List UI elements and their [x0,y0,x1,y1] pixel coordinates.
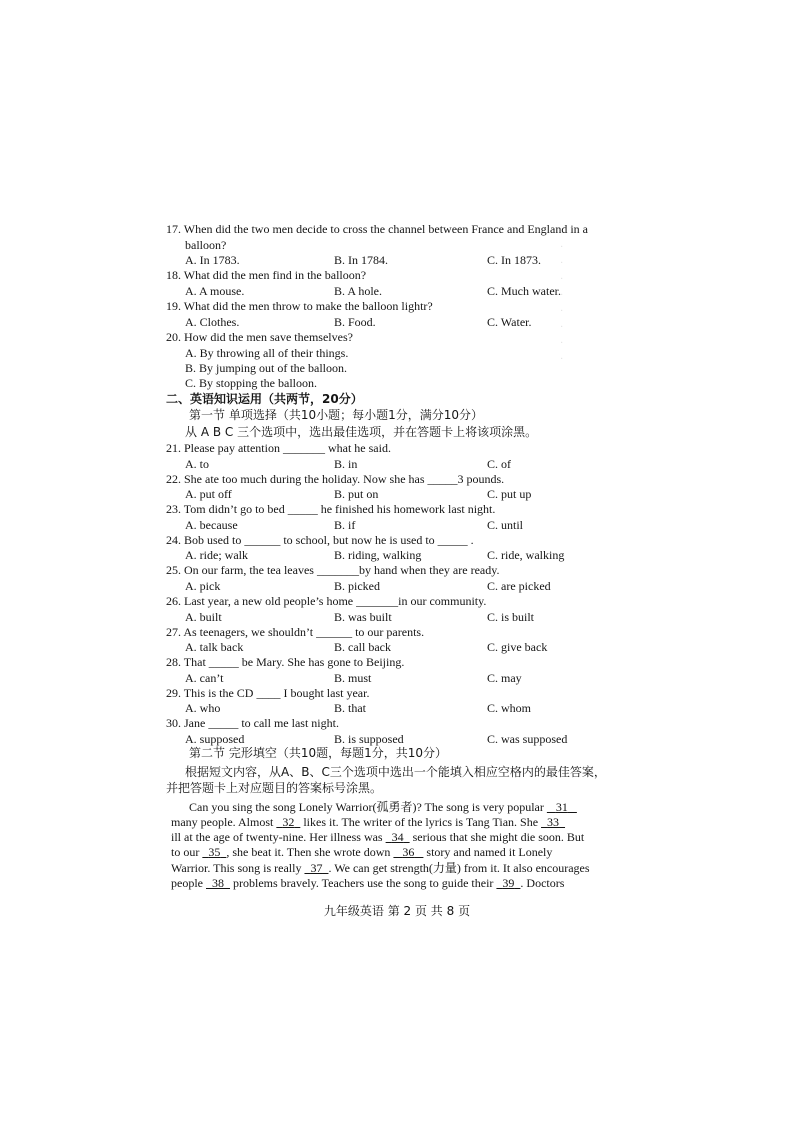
question-number: 21. [166,441,181,455]
cloze-line-2: many people. Almost 32 likes it. The writer of the lyrics is Tang Tian. She 33 [171,815,560,829]
question-19: 19. What did the men throw to make the balloon lightr? [166,299,433,313]
blank-33: 33 [547,815,560,829]
q27-option-a: A. talk back [185,640,244,655]
q21-option-c: C. of [487,456,511,471]
q27-option-b: B. call back [334,640,391,655]
q20-option-b: B. By jumping out of the balloon. [185,361,347,375]
blank-32: 32 [282,815,295,829]
q17-option-a: A. In 1783. [185,253,240,267]
question-stem: Last year, a new old people’s home _______in our community. [184,594,487,608]
q22-option-b: B. put on [334,487,379,502]
question-stem: She ate too much during the holiday. Now she has _____3 pounds. [184,471,505,486]
cloze-line-3: ill at the age of twenty-nine. Her illness was 34 serious that she might die soon. But [171,830,585,844]
q22-option-a: A. put off [185,487,232,502]
question-24 [166,533,474,548]
q17-option-b: B. In 1784. [334,253,388,267]
q28-option-b: B. must [334,670,372,685]
question-stem: On our farm, the tea leaves _______by hand when they are ready. [184,563,500,578]
q24-option-c: C. ride, walking [487,548,565,563]
q23-option-a: A. because [185,517,238,532]
q22-option-c: C. put up [487,487,532,502]
question-26 [166,594,486,609]
q20-option-a: A. By throwing all of their things. [185,346,349,360]
show-through-text: · · · · · · · · [560,242,564,365]
question-number: 27. [166,624,181,639]
blank-39: 39 [502,876,515,890]
question-17: 17. When did the two men decide to cross the channel between France and England in a [166,222,588,236]
q26-option-a: A. built [185,609,222,624]
question-stem: Bob used to ______ to school, but now he is used to _____ . [184,532,474,547]
q29-option-a: A. who [185,701,221,716]
question-23 [166,502,495,517]
question-stem: Tom didn’t go to bed _____ he finished his homework last night. [183,502,496,517]
q24-option-b: B. riding, walking [334,548,422,563]
question-number: 28. [166,655,181,670]
question-stem: That _____ be Mary. She has gone to Beijing. [183,655,405,670]
question-17-stem-cont: balloon? [185,238,227,252]
q26-option-b: B. was built [334,609,392,624]
blank-35: 35 [208,845,221,859]
q28-option-c: C. may [487,670,522,685]
q19-option-a: A. Clothes. [185,315,240,329]
q24-option-a: A. ride; walk [185,548,248,563]
question-number: 24. [166,532,181,547]
question-stem: Please pay attention _______ what he said. [184,441,391,455]
q26-option-c: C. is built [487,609,535,624]
blank-36: 36 [402,845,415,859]
q30-option-b: B. is supposed [334,731,404,746]
q23-option-b: B. if [334,517,356,532]
question-stem: Jane _____ to call me last night. [184,716,339,731]
q28-option-a: A. can’t [185,670,224,685]
question-number: 30. [166,716,181,731]
question-28 [166,655,404,670]
question-30 [166,716,339,731]
q20-option-c: C. By stopping the balloon. [185,376,317,390]
q21-option-b: B. in [334,456,358,471]
q17-option-c: C. In 1873. [487,253,541,267]
q19-option-c: C. Water. [487,315,532,329]
q18-option-b: B. A hole. [334,284,383,298]
question-29 [166,686,369,701]
question-stem: As teenagers, we shouldn’t ______ to our parents. [183,624,425,639]
cloze-line-6: people 38 problems bravely. Teachers use the song to guide their 39 . Doctors [171,876,565,890]
part-1-instructions: 从 A B C 三个选项中，选出最佳选项，并在答题卡上将该项涂黑。 [185,425,538,439]
question-number: 23. [166,502,181,517]
part-2-heading: 第二节 完形填空（共10题，每题1分，共10分） [189,746,447,760]
q23-option-c: C. until [487,517,524,532]
q18-option-c: C. Much water. [487,284,561,298]
blank-34: 34 [391,830,404,844]
question-25 [166,563,499,578]
cloze-line-1: Can you sing the song Lonely Warrior(孤勇者)? The song is very popular 31 [189,800,568,814]
part-2-instructions-line-2: 并把答题卡上对应题目的答案标号涂黑。 [166,781,383,795]
question-18: 18. What did the men find in the balloon? [166,268,367,282]
q25-option-b: B. picked [334,578,380,593]
q30-option-c: C. was supposed [487,731,568,746]
question-number: 25. [166,563,181,578]
q21-option-a: A. to [185,456,209,471]
page-footer: 九年级英语 第 2 页 共 8 页 [323,904,471,918]
blank-37: 37 [310,861,323,875]
cloze-line-4: to our 35 , she beat it. Then she wrote down 36 story and named it Lonely [171,845,553,859]
q25-option-a: A. pick [185,578,221,593]
question-20: 20. How did the men save themselves? [166,330,353,344]
question-27 [166,625,424,640]
blank-38: 38 [212,876,224,890]
q29-option-b: B. that [334,701,366,716]
q18-option-a: A. A mouse. [185,284,245,298]
question-stem: This is the CD ____ I bought last year. [183,685,370,700]
q27-option-c: C. give back [487,640,548,655]
q30-option-a: A. supposed [185,731,245,746]
question-number: 22. [166,471,181,486]
question-number: 29. [166,685,181,700]
question-22 [166,472,504,487]
section-2-heading: 二、英语知识运用（共两节，20分） [166,392,363,406]
blank-31: 31 [555,800,568,814]
part-1-heading: 第一节 单项选择（共10小题；每小题1分，满分10分） [189,408,483,422]
cloze-line-5: Warrior. This song is really 37 . We can get strength(力量) from it. It also encourages [171,861,590,875]
part-2-instructions-line-1: 根据短文内容，从A、B、C三个选项中选出一个能填入相应空格内的最佳答案， [185,765,606,779]
q25-option-c: C. are picked [487,578,551,593]
q19-option-b: B. Food. [334,315,376,329]
question-number: 26. [166,594,181,608]
q29-option-c: C. whom [487,701,532,716]
question-21 [166,441,391,456]
